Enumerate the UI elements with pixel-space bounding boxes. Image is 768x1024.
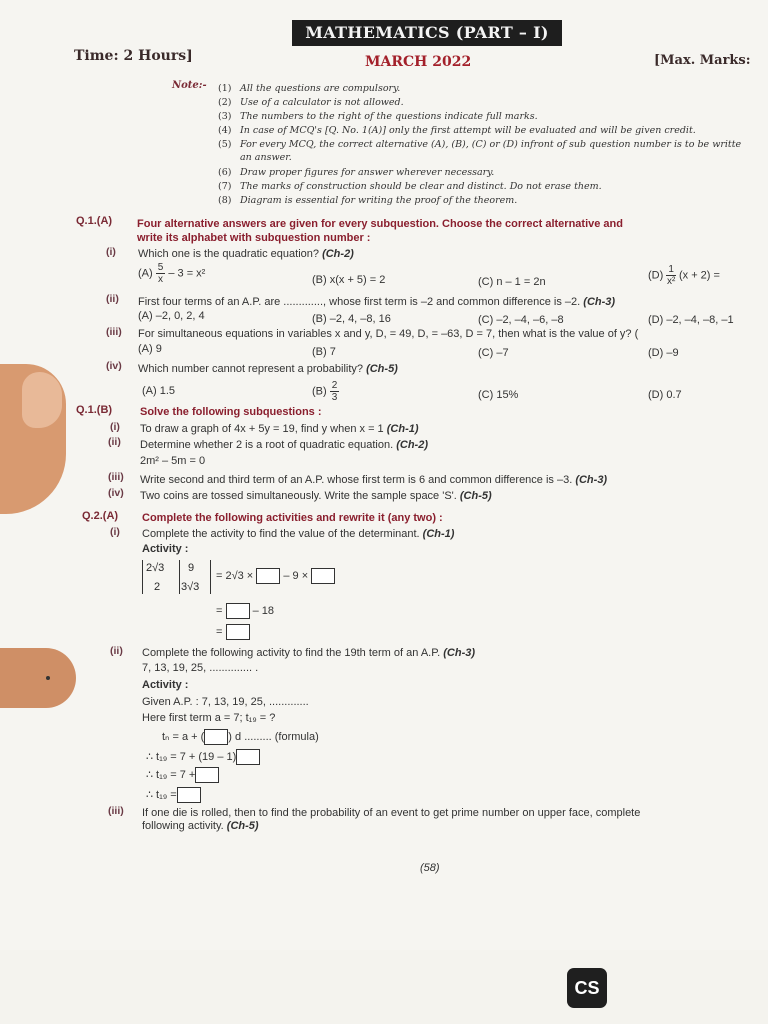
question-text: Complete the activity to find the value of the determinant. (Ch-1) [142, 528, 455, 540]
subquestion-number: (i) [106, 246, 116, 258]
subquestion-number: (iv) [108, 487, 124, 499]
option-c: (C) 15% [478, 389, 519, 401]
option-c: (C) –2, –4, –6, –8 [478, 314, 564, 326]
camscanner-logo: CS [567, 968, 607, 1008]
question-text: Two coins are tossed simultaneously. Write the sample space 'S'. (Ch-5) [140, 490, 492, 502]
question-text: For simultaneous equations in variables x and y, D, = 49, D, = –63, D = 7, then what is the value of y? ( [138, 328, 639, 340]
option-a: (A) 9 [138, 343, 162, 355]
exam-date: MARCH 2022 [365, 54, 472, 70]
answer-box[interactable] [311, 568, 335, 584]
note-item: (3) The numbers to the right of the questions indicate full marks. [218, 111, 538, 122]
activity-line: tₙ = a + ( ) d ......... (formula) [162, 729, 319, 745]
answer-box[interactable] [204, 729, 228, 745]
option-b: (B) x(x + 5) = 2 [312, 274, 386, 286]
section-heading: Solve the following subquestions : [140, 406, 322, 418]
question-text: Write second and third term of an A.P. whose first term is 6 and common difference is –3. (Ch-3) [140, 474, 608, 486]
option-d: (D) –2, –4, –8, –1 [648, 314, 734, 326]
det-cell: 2√3 [146, 562, 165, 574]
note-label: Note:- [172, 80, 207, 91]
question-number: Q.2.(A) [82, 510, 119, 522]
option-a: (A) –2, 0, 2, 4 [138, 310, 205, 322]
activity-line: = 2√3 × – 9 × [216, 568, 335, 584]
option-c: (C) –7 [478, 347, 509, 359]
page-number: (58) [420, 862, 440, 874]
question-text: following activity. (Ch-5) [142, 820, 259, 832]
answer-box[interactable] [226, 603, 250, 619]
question-text: Complete the following activity to find the 19th term of an A.P. (Ch-3) [142, 647, 476, 659]
note-item: (4) In case of MCQ's [Q. No. 1(A)] only the first attempt will be evaluated and will be given credit. [218, 125, 696, 136]
det-cell: 2 [154, 581, 161, 593]
equation: 2m² – 5m = 0 [140, 455, 206, 467]
option-b: (B) –2, 4, –8, 16 [312, 313, 391, 325]
section-heading: Complete the following activities and rewrite it (any two) : [142, 512, 443, 524]
option-d: (D) $\frac{1}{\text{x²}}$ (x + 2) = [648, 264, 720, 287]
activity-line: ∴ t₁₉ = [146, 787, 201, 803]
answer-box[interactable] [195, 767, 219, 783]
option-d: (D) 0.7 [648, 389, 682, 401]
subquestion-number: (ii) [108, 436, 121, 448]
note-item: (7) The marks of construction should be clear and distinct. Do not erase them. [218, 181, 602, 192]
answer-box[interactable] [177, 787, 201, 803]
section-heading: Four alternative answers are given for every subquestion. Choose the correct alternative and [137, 218, 623, 230]
subquestion-number: (iii) [106, 326, 122, 338]
note-item: (6) Draw proper figures for answer wherever necessary. [218, 167, 495, 178]
option-d: (D) –9 [648, 347, 679, 359]
question-text: Which number cannot represent a probability? (Ch-5) [138, 363, 398, 375]
activity-line: ∴ t₁₉ = 7 + (19 – 1) [146, 749, 260, 765]
subquestion-number: (iii) [108, 471, 124, 483]
activity-line: Here first term a = 7; t₁₉ = ? [142, 712, 276, 724]
answer-box[interactable] [236, 749, 260, 765]
question-number: Q.1.(B) [76, 404, 113, 416]
question-text: Determine whether 2 is a root of quadratic equation. (Ch-2) [140, 439, 428, 451]
option-a: (A) $\frac{5}{x}$ – 3 = x² [138, 262, 206, 285]
activity-line: = – 18 [216, 603, 274, 619]
answer-box[interactable] [226, 624, 250, 640]
question-text: To draw a graph of 4x + 5y = 19, find y when x = 1 (Ch-1) [140, 423, 419, 435]
question-text: If one die is rolled, then to find the probability of an event to get prime number on upper face, complete [142, 807, 641, 819]
subquestion-number: (iv) [106, 360, 122, 372]
activity-line: ∴ t₁₉ = 7 + [146, 767, 219, 783]
sequence: 7, 13, 19, 25, .............. . [142, 662, 259, 674]
activity-label: Activity : [142, 543, 189, 555]
option-b: (B) 7 [312, 346, 336, 358]
activity-line: = [216, 624, 250, 640]
question-text: First four terms of an A.P. are ............., whose first term is –2 and common difference is –2. (Ch-3) [138, 296, 616, 308]
activity-line: Given A.P. : 7, 13, 19, 25, ............. [142, 696, 309, 708]
det-cell: 9 [188, 562, 195, 574]
subquestion-number: (i) [110, 526, 120, 538]
finger-mark [46, 676, 50, 680]
option-c: (C) n – 1 = 2n [478, 276, 546, 288]
subquestion-number: (iii) [108, 805, 124, 817]
option-a: (A) 1.5 [142, 385, 176, 397]
subquestion-number: (ii) [106, 293, 119, 305]
note-item: (1) All the questions are compulsory. [218, 83, 401, 94]
determinant-bars [142, 560, 211, 594]
subject-title: MATHEMATICS (PART – I) [292, 20, 562, 46]
subquestion-number: (i) [110, 421, 120, 433]
note-item: (5) For every MCQ, the correct alternative (A), (B), (C) or (D) infront of sub question number is to be writte [218, 139, 742, 150]
finger-photo [0, 648, 76, 708]
max-marks-label: [Max. Marks: [654, 53, 751, 68]
subquestion-number: (ii) [110, 645, 123, 657]
fingernail-photo [22, 372, 62, 428]
option-b: (B) $\frac{2}{3}$ [312, 380, 338, 403]
answer-box[interactable] [256, 568, 280, 584]
question-text: Which one is the quadratic equation? (Ch-2) [138, 248, 354, 260]
question-number: Q.1.(A) [76, 215, 113, 227]
time-label: Time: 2 Hours] [74, 48, 193, 64]
note-item: (8) Diagram is essential for writing the proof of the theorem. [218, 195, 518, 206]
activity-label: Activity : [142, 679, 189, 691]
section-heading: write its alphabet with subquestion number : [137, 232, 371, 244]
note-item: (2) Use of a calculator is not allowed. [218, 97, 404, 108]
det-cell: 3√3 [181, 581, 200, 593]
note-item: an answer. [240, 152, 292, 163]
